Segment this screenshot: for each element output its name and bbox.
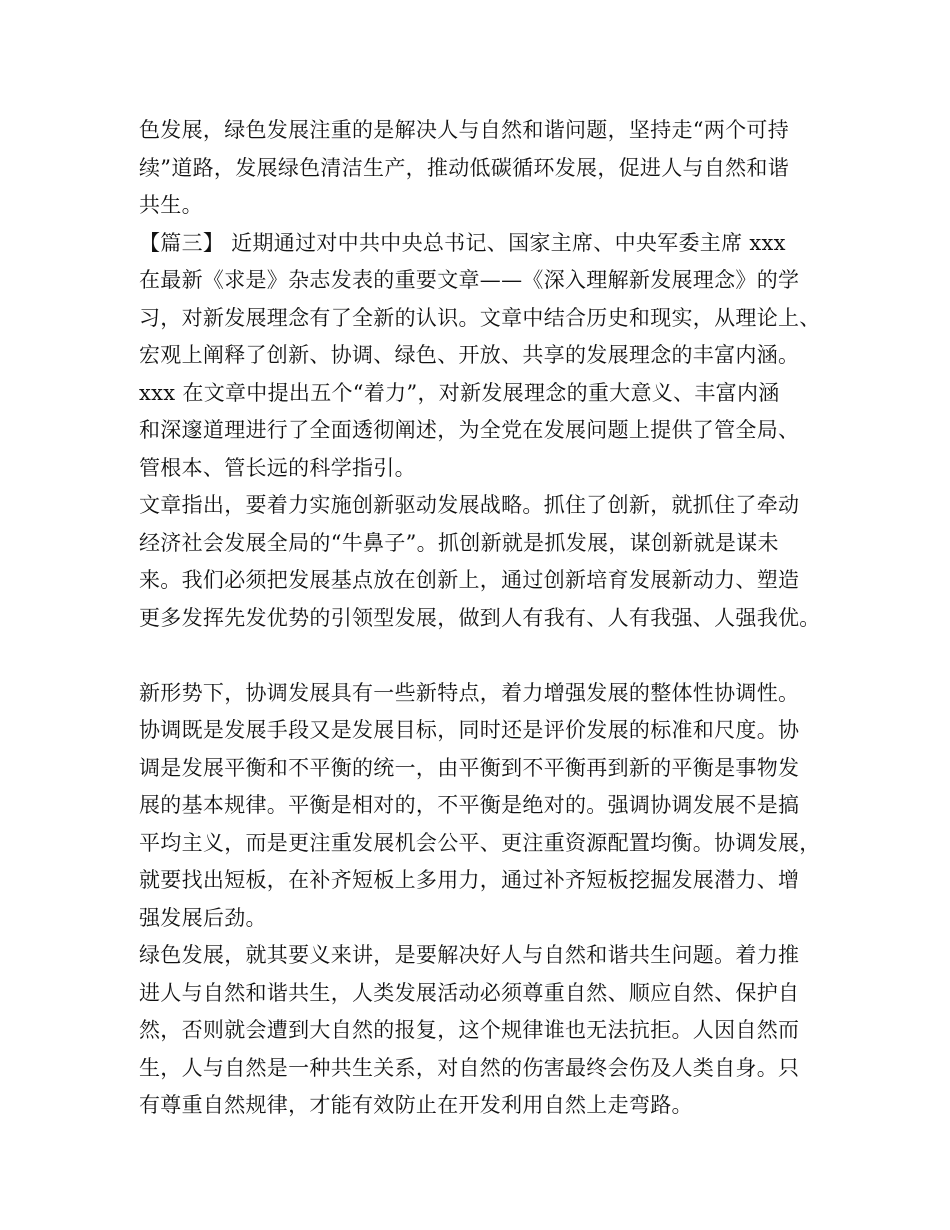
text-line: 平均主义，而是更注重发展机会公平、更注重资源配置均衡。协调发展，	[139, 830, 821, 855]
text-line: 经济社会发展全局的“牛鼻子”。抓创新就是抓发展，谋创新就是谋未	[139, 530, 779, 555]
paragraph	[139, 225, 829, 488]
paragraph	[139, 112, 829, 225]
text-line: 来。我们必须把发展基点放在创新上，通过创新培育发展新动力、塑造	[139, 568, 800, 592]
text-line: 展的基本规律。平衡是相对的，不平衡是绝对的。强调协调发展不是搞	[139, 793, 800, 817]
text-line: 文章指出，要着力实施创新驱动发展战略。抓住了创新，就抓住了牵动	[139, 493, 800, 517]
text-line: 然，否则就会遭到大自然的报复，这个规律谁也无法抗拒。人因自然而	[139, 1018, 800, 1042]
text-line: 协调既是发展手段又是发展目标，同时还是评价发展的标准和尺度。协	[139, 718, 800, 742]
text-line: 更多发挥先发优势的引领型发展，做到人有我有、人有我强、人强我优。	[139, 605, 821, 630]
text-line: 绿色发展，就其要义来讲，是要解决好人与自然和谐共生问题。着力推	[139, 943, 800, 967]
text-line: 生，人与自然是一种共生关系，对自然的伤害最终会伤及人类自身。只	[139, 1055, 800, 1080]
text-line: 【篇三】 近期通过对中共中央总书记、国家主席、中央军委主席 xxx	[139, 230, 786, 255]
text-line: 在最新《求是》杂志发表的重要文章——《深入理解新发展理念》的学	[139, 268, 800, 292]
text-line: 有尊重自然规律，才能有效防止在开发利用自然上走弯路。	[139, 1093, 693, 1117]
text-line: 进人与自然和谐共生，人类发展活动必须尊重自然、顺应自然、保护自	[139, 980, 800, 1005]
text-line: 和深邃道理进行了全面透彻阐述，为全党在发展问题上提供了管全局、	[139, 418, 800, 442]
text-line: 调是发展平衡和不平衡的统一，由平衡到不平衡再到新的平衡是事物发	[139, 755, 800, 780]
text-line: 宏观上阐释了创新、协调、绿色、开放、共享的发展理念的丰富内涵。	[139, 343, 800, 367]
text-line: 习，对新发展理念有了全新的认识。文章中结合历史和现实，从理论上、	[139, 305, 821, 330]
paragraph	[139, 937, 829, 1125]
text-line: 色发展，绿色发展注重的是解决人与自然和谐问题，坚持走“两个可持	[139, 118, 790, 142]
text-line: xxx 在文章中提出五个“着力”，对新发展理念的重大意义、丰富内涵	[139, 380, 780, 405]
text-line: 新形势下，协调发展具有一些新特点，着力增强发展的整体性协调性。	[139, 680, 800, 705]
text-line: 管根本、管长远的科学指引。	[139, 455, 416, 480]
blank-line	[139, 637, 829, 675]
document-body	[139, 112, 829, 1125]
text-line: 共生。	[139, 193, 203, 217]
text-line: 续”道路，发展绿色清洁生产，推动低碳循环发展，促进人与自然和谐	[139, 155, 790, 180]
text-line: 就要找出短板，在补齐短板上多用力，通过补齐短板挖掘发展潜力、增	[139, 868, 800, 892]
text-line: 强发展后劲。	[139, 905, 267, 930]
paragraph	[139, 675, 829, 938]
paragraph	[139, 487, 829, 637]
